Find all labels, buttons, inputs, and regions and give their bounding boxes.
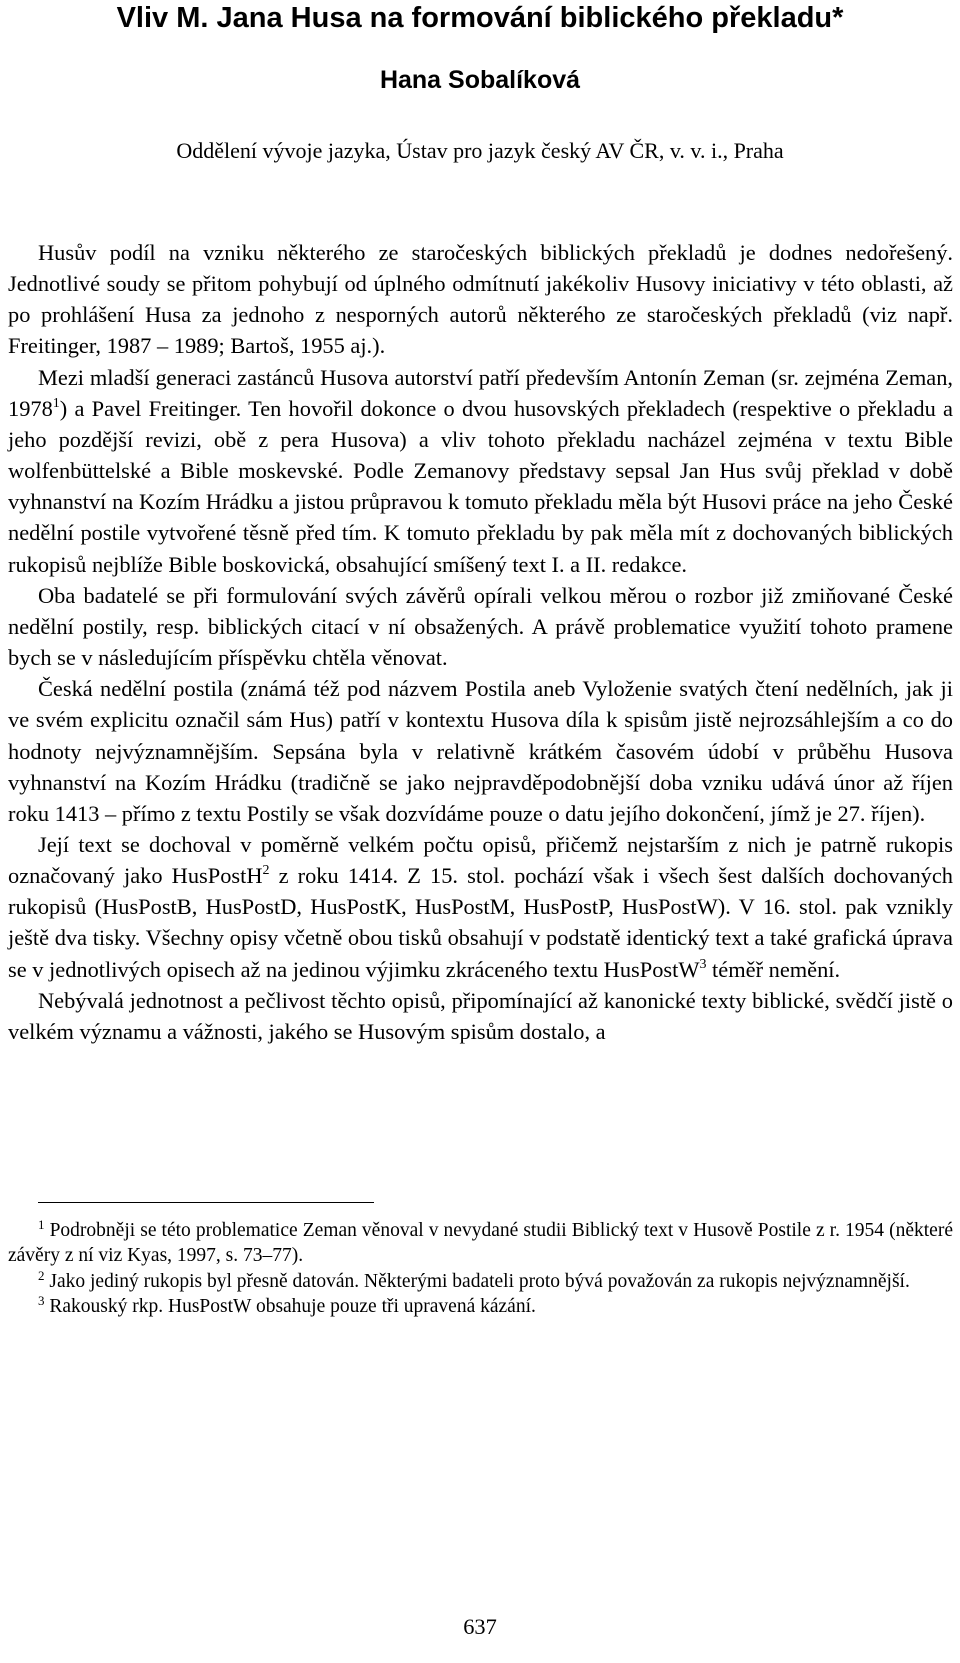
author-affiliation: Oddělení vývoje jazyka, Ústav pro jazyk český AV ČR, v. v. i., Praha	[176, 138, 784, 163]
paragraph-3-text: Oba badatelé se při formulování svých závěrů opírali velkou měrou o rozbor již zmiňované České nedělní postily, resp. biblických citací v ní obsažených. A právě problematice využití tohoto pramene bych se v následujícím příspěvku chtěla věnovat.	[8, 582, 953, 671]
paragraph-1	[8, 237, 953, 362]
paragraph-1-text: Husův podíl na vzniku některého ze staročeských biblických překladů je dodnes nedořešený. Jednotlivé soudy se přitom pohybují od úplného odmítnutí jakékoliv Husovy iniciativy v této oblasti, až po prohlášení Husa za jednoho z nesporných autorů některého ze staročeských překladů (viz např. Freitinger, 1987 – 1989; Bartoš, 1955 aj.).	[8, 240, 953, 359]
footnote-text-3: Rakouský rkp. HusPostW obsahuje pouze tři upravená kázání.	[44, 1295, 536, 1317]
paragraph-2	[8, 362, 953, 580]
footnote-number-1: 1	[38, 1217, 45, 1232]
body-text	[8, 237, 953, 1047]
paragraph-4-text: Česká nedělní postila (známá též pod názvem Postila aneb Vyloženie svatých čtení nedělních, jak ji ve svém explicitu označil sám Hus) patří v kontextu Husova díla k spisům jistě nejrozsáhlejším a co do hodnoty nejvýznamnějším. Sepsána byla v relativně krátkém časovém údobí v průběhu Husova vyhnanství na Kozím Hrádku (tradičně se jako nejpravděpodobnější doba vzniku udává únor až říjen roku 1413 – přímo z textu Postily se však dozvídáme pouze o datu jejího dokončení, jímž je 27. říjen).	[8, 676, 953, 826]
footnote-separator	[38, 1202, 374, 1203]
footnote-number-2: 2	[38, 1267, 45, 1283]
footnote-text-2: Jako jediný rukopis byl přesně datován. Některými badateli proto bývá považován za rukopis nejvýznamnější.	[44, 1270, 910, 1292]
footnote-text-1: Podrobněji se této problematice Zeman věnoval v nevydané studii Biblický text v Husově Postile z r. 1954 (některé závěry z ní viz Kyas, 1997, s. 73–77).	[8, 1220, 953, 1267]
footnote-number-3: 3	[38, 1292, 45, 1308]
paragraph-5-text-a: Její text se dochoval v poměrně velkém počtu opisů, přičemž nejstarším z nich je patrně rukopis označovaný jako HusPostH	[8, 831, 953, 889]
footnote-ref-3[interactable]: 3	[699, 956, 707, 972]
paragraph-6-text: Nebývalá jednotnost a pečlivost těchto opisů, připomínající až kanonické texty biblické, svědčí jistě o velkém významu a vážnosti, jakého se Husovým spisům dostalo, a	[8, 987, 953, 1044]
paragraph-5-text-b: z roku 1414. Z 15. stol. pochází však i všech šest dalších dochovaných rukopisů (HusPostB, HusPostD, HusPostK, HusPostM, HusPostP, HusPostW). V 16. stol. pak vznikly ještě dva tisky. Všechny opisy včetně obou tisků obsahují v podstatě identický text a také grafická úprava se v jednotlivých opisech až na jedinou výjimku zkráceného textu HusPostW	[8, 863, 953, 982]
paper-title: Vliv M. Jana Husa na formování biblického překladu*	[116, 2, 844, 34]
paragraph-3	[8, 580, 953, 673]
paragraph-5-text-c: téměř nemění.	[706, 956, 841, 982]
footnote-2	[8, 1269, 953, 1294]
paragraph-5	[8, 829, 953, 985]
page-number: 637	[463, 1614, 497, 1639]
paragraph-2-text-b: ) a Pavel Freitinger. Ten hovořil dokonce o dvou husovských překladech (respektive o překladu a jeho pozdější revizi, obě z pera Husova) a vliv tohoto překladu nacházel zejména v textu Bible wolfenbüttelské a Bible moskevské. Podle Zemanovy představy sepsal Jan Hus svůj překlad v době vyhnanství na Kozím Hrádku a jistou průpravou k tomuto překladu měla být Husovi práce na jeho České nedělní postile vytvořené těsně před tím. K tomuto překladu by pak měla mít z dochovaných biblických rukopisů nejblíže Bible boskovická, obsahující smíšený text I. a II. redakce.	[8, 395, 953, 577]
footnote-1	[8, 1218, 953, 1269]
footnote-3	[8, 1294, 953, 1319]
author-name: Hana Sobalíková	[379, 66, 581, 94]
paragraph-6	[8, 985, 953, 1047]
paragraph-4	[8, 673, 953, 829]
footnote-ref-1[interactable]: 1	[52, 395, 60, 411]
footnote-ref-2[interactable]: 2	[262, 863, 270, 879]
paragraph-2-text-a: Mezi mladší generaci zastánců Husova autorství patří především Antonín Zeman (sr. zejména Zeman, 1978	[8, 364, 953, 421]
footnotes	[8, 1218, 953, 1319]
